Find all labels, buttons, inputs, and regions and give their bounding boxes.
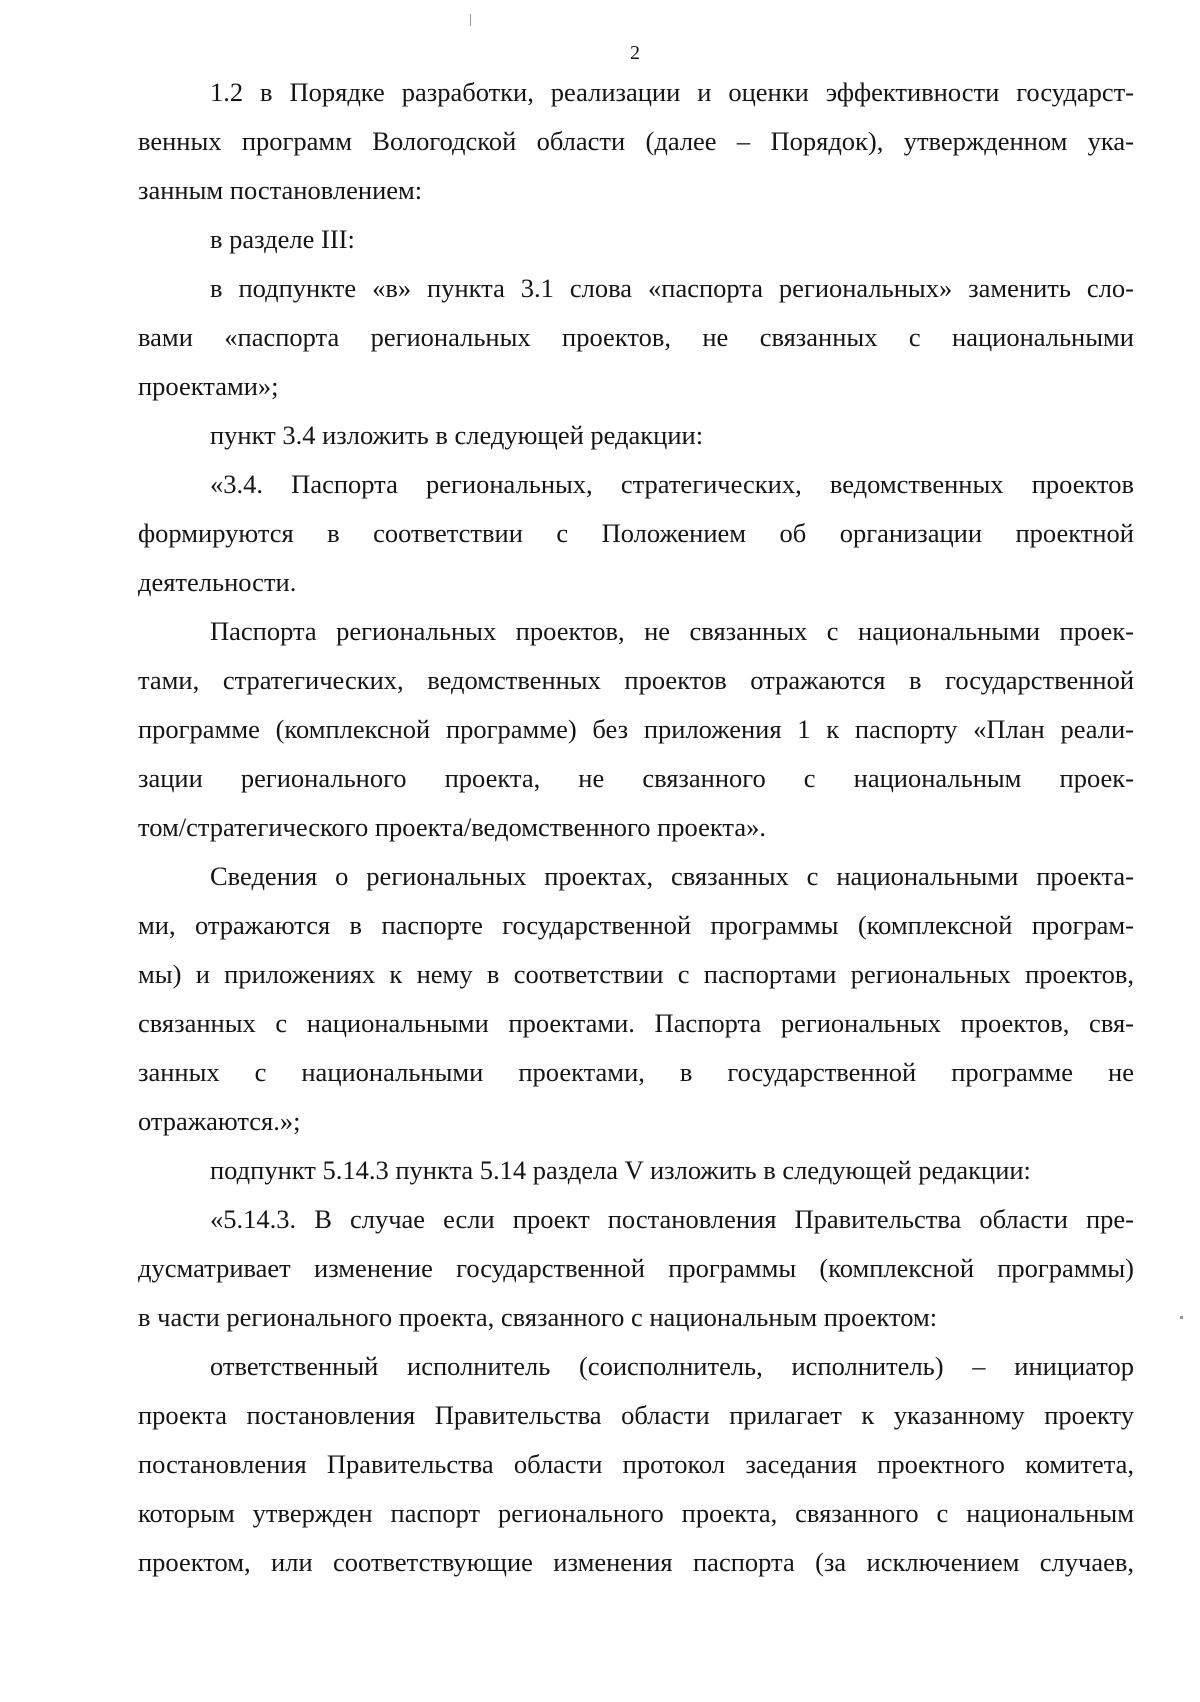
text-line: том/стратегического проекта/ведомственного проекта».	[138, 812, 766, 842]
text-line: проектом, или соответствующие изменения паспорта (за исключением случаев,	[138, 1547, 1134, 1577]
text-line: дусматривает изменение государственной программы (комплексной программы)	[138, 1253, 1134, 1283]
text-line: формируются в соответствии с Положением об организации проектной	[138, 518, 1134, 548]
text-line: Сведения о региональных проектах, связанных с национальными проекта-	[210, 861, 1134, 891]
text-line: тами, стратегических, ведомственных проектов отражаются в государственной	[138, 665, 1134, 695]
text-line: занным постановлением:	[138, 175, 423, 205]
text-line: в части регионального проекта, связанного с национальным проектом:	[138, 1302, 938, 1332]
text-line: проектами»;	[138, 371, 279, 401]
document-body	[138, 68, 1134, 1587]
text-line: венных программ Вологодской области (далее – Порядок), утвержденном ука-	[138, 126, 1134, 156]
text-line: в разделе III:	[210, 224, 355, 254]
text-line: подпункт 5.14.3 пункта 5.14 раздела V изложить в следующей редакции:	[210, 1155, 1031, 1185]
text-line: пункт 3.4 изложить в следующей редакции:	[210, 420, 704, 450]
text-line: программе (комплексной программе) без приложения 1 к паспорту «План реали-	[138, 714, 1134, 744]
text-line: мы) и приложениях к нему в соответствии с паспортами региональных проектов,	[138, 959, 1134, 989]
text-line: «3.4. Паспорта региональных, стратегических, ведомственных проектов	[210, 469, 1134, 499]
scan-mark-right	[1180, 1316, 1183, 1319]
text-line: 1.2 в Порядке разработки, реализации и оценки эффективности государст-	[210, 77, 1134, 107]
text-line: вами «паспорта региональных проектов, не связанных с национальными	[138, 322, 1134, 352]
text-line: ми, отражаются в паспорте государственной программы (комплексной програм-	[138, 910, 1134, 940]
text-line: зации регионального проекта, не связанного с национальным проек-	[138, 763, 1134, 793]
text-line: ответственный исполнитель (соисполнитель, исполнитель) – инициатор	[210, 1351, 1134, 1381]
text-line: занных с национальными проектами, в государственной программе не	[138, 1057, 1134, 1087]
text-line: Паспорта региональных проектов, не связанных с национальными проек-	[210, 616, 1134, 646]
text-line: деятельности.	[138, 567, 297, 597]
scan-mark-top	[470, 14, 471, 26]
text-line: постановления Правительства области протокол заседания проектного комитета,	[138, 1449, 1134, 1479]
text-line: отражаются.»;	[138, 1106, 301, 1136]
text-line: «5.14.3. В случае если проект постановления Правительства области пре-	[210, 1204, 1134, 1234]
text-line: в подпункте «в» пункта 3.1 слова «паспорта региональных» заменить сло-	[210, 273, 1134, 303]
text-line: проекта постановления Правительства области прилагает к указанному проекту	[138, 1400, 1134, 1430]
text-line: связанных с национальными проектами. Паспорта региональных проектов, свя-	[138, 1008, 1134, 1038]
page-number: 2	[630, 42, 640, 64]
text-line: которым утвержден паспорт регионального проекта, связанного с национальным	[138, 1498, 1134, 1528]
